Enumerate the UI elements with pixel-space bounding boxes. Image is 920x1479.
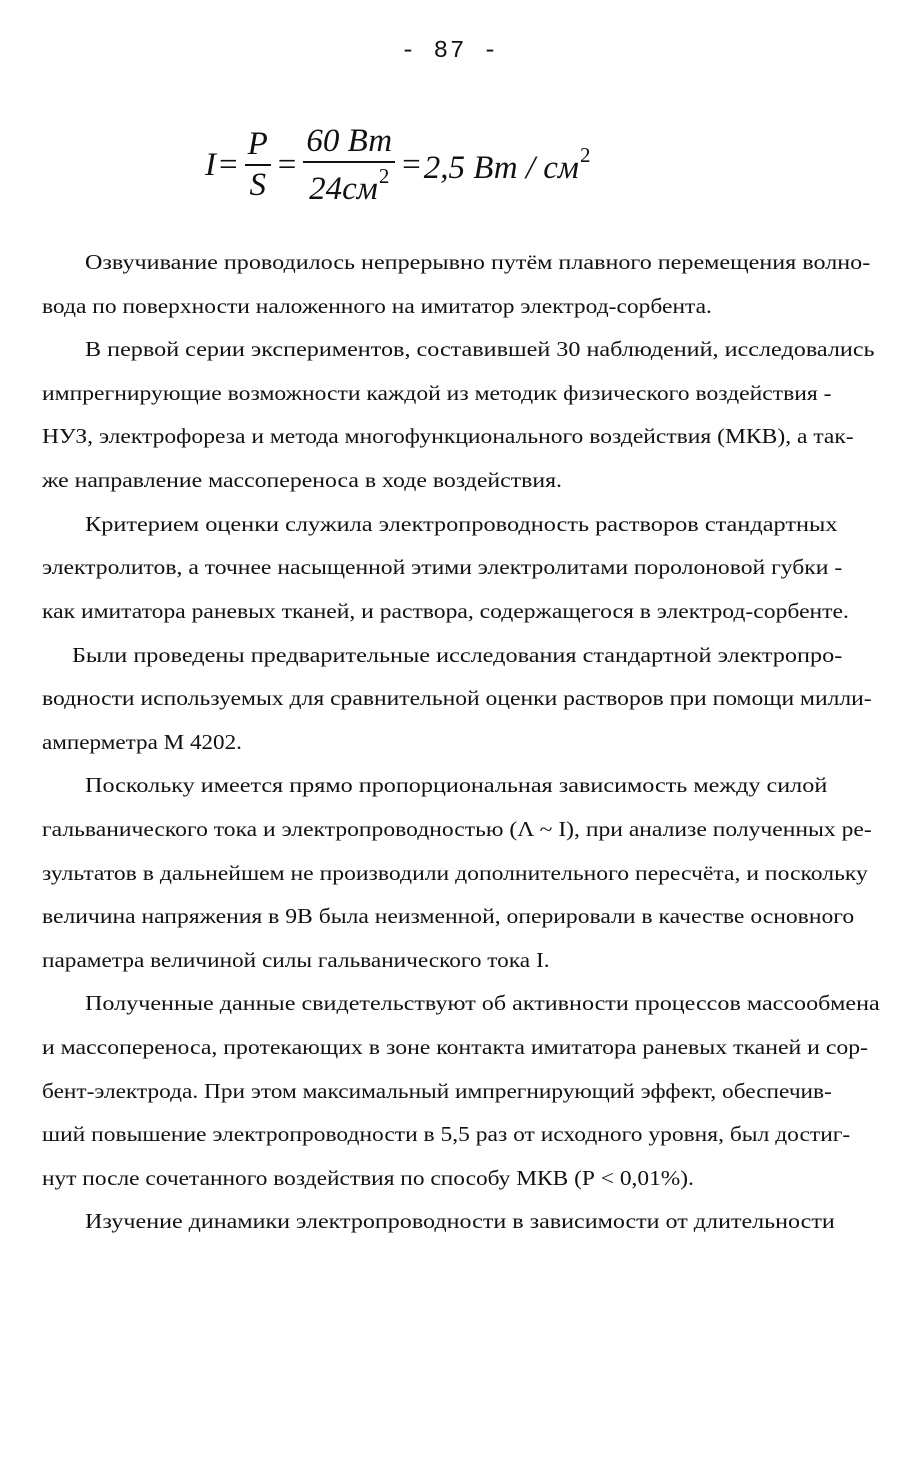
text-line: Озвучивание проводилось непрерывно путём плавного перемещения волно-	[85, 250, 871, 274]
result-text: 2,5 Вт / см	[423, 150, 579, 186]
text-line: Критерием оценки служила электропроводность растворов стандартных	[85, 512, 838, 536]
text-line: Полученные данные свидетельствуют об активности процессов массообмена	[85, 991, 880, 1015]
text-line: ший повышение электропроводности в 5,5 раз от исходного уровня, был достиг-	[42, 1122, 851, 1146]
text-line: гальванического тока и электропроводностью (Λ ~ I), при анализе полученных ре-	[42, 817, 872, 841]
text-line: водности используемых для сравнительной оценки растворов при помощи милли-	[42, 686, 872, 710]
formula-equals-3: =	[402, 146, 421, 183]
text-line: же направление массопереноса в ходе воздействия.	[42, 468, 562, 492]
intensity-formula	[205, 120, 590, 210]
formula-equals-2: =	[277, 146, 297, 183]
fraction-numerator-value: 60 Вт	[303, 125, 395, 163]
text-line: электролитов, а точнее насыщенной этими электролитами поролоновой губки -	[42, 555, 843, 579]
formula-equals-1: =	[219, 146, 238, 183]
text-line: параметра величиной силы гальванического тока I.	[42, 948, 550, 972]
text-line: НУЗ, электрофореза и метода многофункционального воздействия (МКВ), а так-	[42, 424, 854, 448]
denominator-text: 24см	[309, 170, 378, 207]
text-line: бент-электрода. При этом максимальный импрегнирующий эффект, обеспечив-	[42, 1079, 832, 1103]
text-line: как имитатора раневых тканей, и раствора, содержащегося в электрод-сорбенте.	[42, 599, 849, 623]
fraction-values	[303, 122, 395, 207]
result-exponent: 2	[579, 143, 591, 167]
text-line: величина напряжения в 9В была неизменной, оперировали в качестве основного	[42, 904, 855, 928]
formula-lhs: I	[205, 146, 216, 183]
text-line: вода по поверхности наложенного на имитатор электрод-сорбента.	[42, 294, 712, 318]
fraction-numerator-power: P	[245, 128, 271, 166]
text-line: и массопереноса, протекающих в зоне контакта имитатора раневых тканей и сор-	[42, 1035, 869, 1059]
text-line: нут после сочетанного воздействия по способу МКВ (Р < 0,01%).	[42, 1166, 694, 1190]
text-line: Были проведены предварительные исследования стандартной электропро-	[72, 643, 843, 667]
page-number: - 87 -	[400, 38, 500, 65]
text-line: зультатов в дальнейшем не производили дополнительного пересчёта, и поскольку	[42, 861, 868, 885]
text-line: В первой серии экспериментов, составившей 30 наблюдений, исследовались	[85, 337, 875, 361]
text-line: амперметра М 4202.	[42, 730, 242, 754]
text-line: Поскольку имеется прямо пропорциональная зависимость между силой	[85, 773, 828, 797]
fraction-denominator-area: S	[249, 167, 266, 203]
fraction-power-over-area	[245, 128, 271, 202]
fraction-denominator-value	[306, 163, 392, 206]
denominator-exponent: 2	[378, 163, 390, 188]
text-line: импрегнирующие возможности каждой из методик физического воздействия -	[42, 381, 832, 405]
text-line: Изучение динамики электропроводности в зависимости от длительности	[85, 1209, 835, 1233]
formula-result	[424, 143, 591, 187]
